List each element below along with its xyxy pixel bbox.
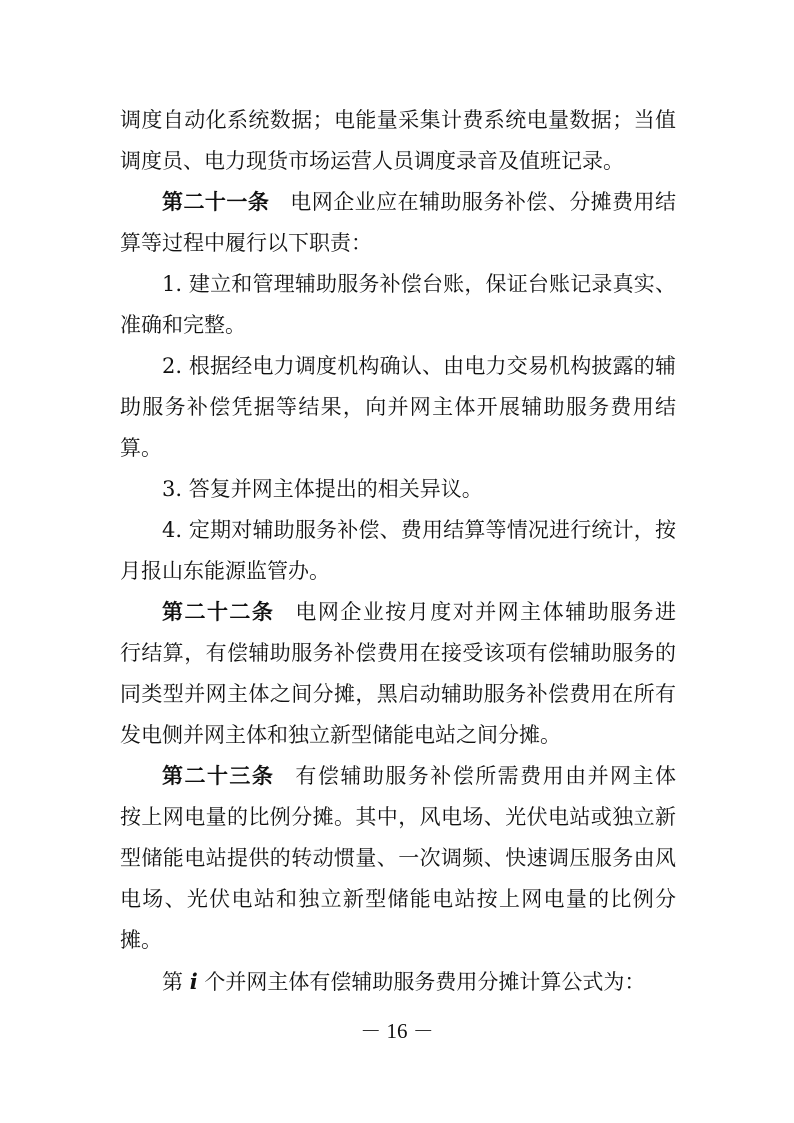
page-number: － 16 － [360, 1019, 434, 1043]
list-item-3: 3. 答复并网主体提出的相关异议。 [162, 477, 483, 501]
list-item-1: 1. 建立和管理辅助服务补偿台账，保证台账记录真实、 [162, 272, 676, 296]
text-line: 算等过程中履行以下职责： [120, 231, 372, 255]
text-line: 调度员、电力现货市场运营人员调度录音及值班记录。 [120, 149, 624, 173]
text-line: 月报山东能源监管办。 [120, 559, 330, 583]
text-line: 按上网电量的比例分摊。其中，风电场、光伏电站或独立新 [120, 805, 676, 829]
text-line: 行结算，有偿辅助服务补偿费用在接受该项有偿辅助服务的 [120, 641, 676, 665]
document-body [120, 100, 676, 1002]
text-line: 算。 [120, 436, 162, 460]
formula-intro-prefix: 第 [162, 970, 183, 994]
article-text: 电网企业按月度对并网主体辅助服务进 [295, 600, 677, 624]
article-21-line [120, 182, 676, 223]
text-line: 发电侧并网主体和独立新型储能电站之间分摊。 [120, 723, 561, 747]
text-line: 助服务补偿凭据等结果，向并网主体开展辅助服务费用结 [120, 395, 676, 419]
article-heading: 第二十二条 [162, 600, 275, 624]
text-line: 同类型并网主体之间分摊，黑启动辅助服务补偿费用在所有 [120, 682, 676, 706]
text-line: 型储能电站提供的转动惯量、一次调频、快速调压服务由风 [120, 846, 676, 870]
text-line: 电场、光伏电站和独立新型储能电站按上网电量的比例分 [120, 887, 676, 911]
text-line: 调度自动化系统数据；电能量采集计费系统电量数据；当值 [120, 108, 676, 132]
list-item-4: 4. 定期对辅助服务补偿、费用结算等情况进行统计，按 [162, 518, 676, 542]
article-text: 电网企业应在辅助服务补偿、分摊费用结 [290, 190, 677, 214]
article-text: 有偿辅助服务补偿所需费用由并网主体 [295, 764, 677, 788]
formula-intro-line [120, 961, 676, 1002]
text-line: 摊。 [120, 928, 162, 952]
list-item-2: 2. 根据经电力调度机构确认、由电力交易机构披露的辅 [162, 354, 676, 378]
article-23-line [120, 756, 676, 797]
text-line: 准确和完整。 [120, 313, 246, 337]
article-22-line [120, 592, 676, 633]
formula-intro-text: 个并网主体有偿辅助服务费用分摊计算公式为： [204, 970, 646, 994]
variable-i: i [189, 969, 198, 994]
article-heading: 第二十一条 [162, 190, 270, 214]
article-heading: 第二十三条 [162, 764, 275, 788]
